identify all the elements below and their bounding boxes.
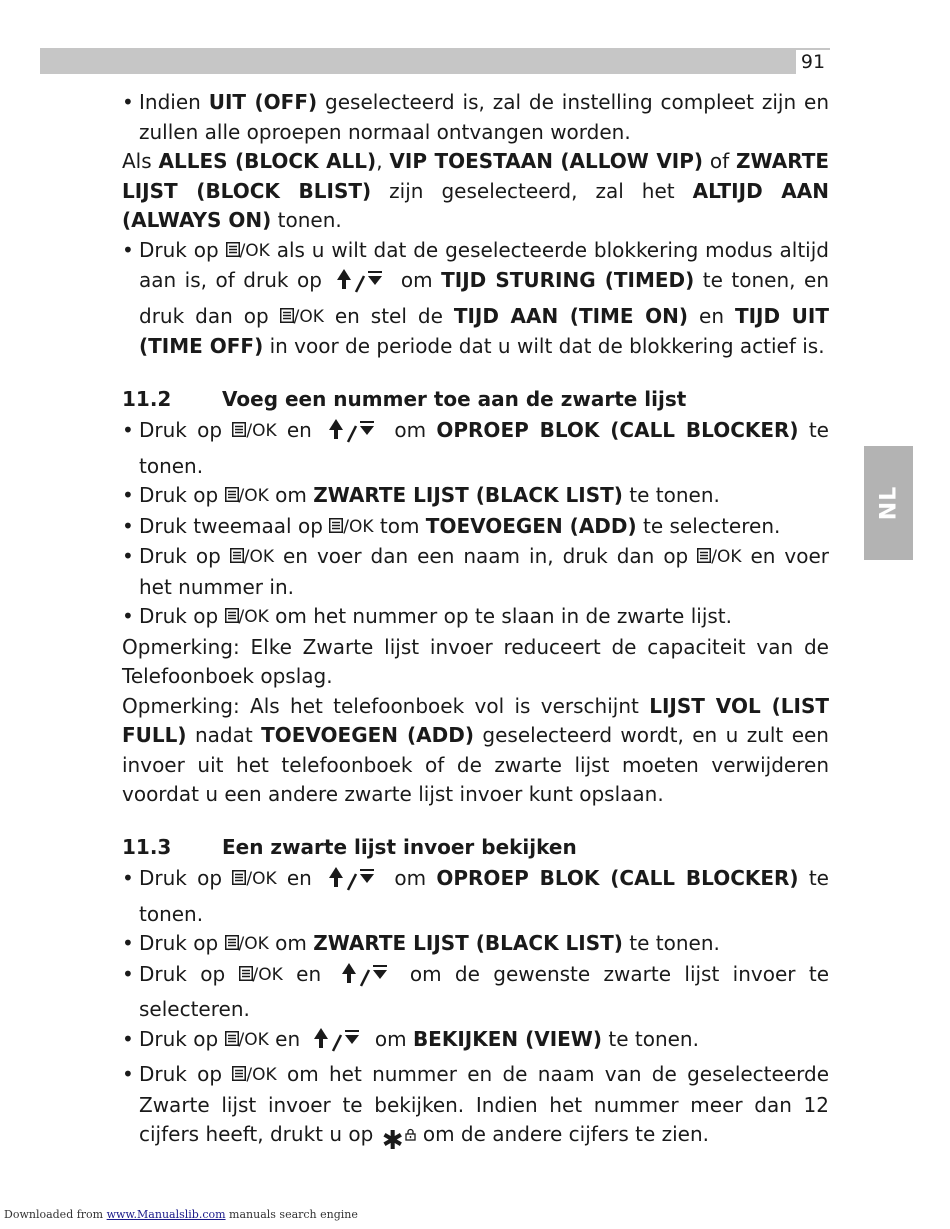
language-tab-label: NL: [876, 485, 901, 521]
menu-ok-button-icon: /OK: [232, 1061, 276, 1091]
menu-ok-button-icon: /OK: [226, 237, 270, 267]
menu-ok-button-icon: /OK: [239, 961, 283, 991]
menu-ok-button-icon: /OK: [225, 603, 269, 633]
list-item: • Druk op /OK om het nummer op te slaan in de zwarte lijst.: [122, 602, 829, 633]
star-key-icon: ✱: [381, 1126, 404, 1156]
menu-ok-button-icon: /OK: [225, 930, 269, 960]
up-down-navigation-icon: [339, 961, 393, 996]
note: Opmerking: Elke Zwarte lijst invoer reduceert de capaciteit van de Telefoonboek opslag.: [122, 634, 829, 688]
list-item: • Druk op /OK en om OPROEP BLOK (CALL BLOCKER) te tonen.: [122, 416, 829, 481]
menu-ok-button-icon: /OK: [232, 865, 276, 895]
note: Opmerking: Als het telefoonboek vol is verschijnt LIJST VOL (LIST FULL) nadat TOEVOEGEN (ADD) geselecteerd wordt, en u zult een invoer uit het telefoonboek of de zwarte lijst moeten verwijderen voordat u een andere zwarte lijst invoer kunt opslaan.: [122, 693, 829, 806]
footer: Downloaded from www.Manualslib.com manuals search engine: [4, 1208, 358, 1221]
menu-ok-button-icon: /OK: [225, 1026, 269, 1056]
menu-ok-button-icon: /OK: [329, 513, 373, 543]
list-item: • Indien UIT (OFF) geselecteerd is, zal de instelling compleet zijn en zullen alle oproepen normaal ontvangen worden.: [122, 88, 829, 147]
list-item: • Druk op /OK en om de gewenste zwarte lijst invoer te selecteren.: [122, 960, 829, 1025]
menu-ok-button-icon: /OK: [225, 482, 269, 512]
list-item: • Druk op /OK en voer dan een naam in, druk dan op /OK en voer het nummer in.: [122, 542, 829, 602]
page-content: [122, 88, 829, 1157]
list-item: • Druk op /OK en om OPROEP BLOK (CALL BLOCKER) te tonen.: [122, 864, 829, 929]
list-item: • Druk op /OK om het nummer en de naam van de geselecteerde Zwarte lijst invoer te bekijken. Indien het nummer meer dan 12 cijfers heeft, drukt u op ✱ om de andere cijfers te zien.: [122, 1060, 829, 1157]
page-number: 91: [796, 50, 830, 74]
up-down-navigation-icon: [334, 267, 388, 302]
menu-ok-button-icon: /OK: [232, 417, 276, 447]
section-heading: 11.3 Een zwarte lijst invoer bekijken: [122, 834, 577, 859]
list-item: • Druk op /OK om ZWARTE LIJST (BLACK LIST) te tonen.: [122, 481, 829, 512]
up-down-navigation-icon: [326, 417, 380, 452]
up-down-navigation-icon: [326, 865, 380, 900]
list-item: • Druk op /OK om ZWARTE LIJST (BLACK LIST) te tonen.: [122, 929, 829, 960]
list-item: • Druk tweemaal op /OK tom TOEVOEGEN (ADD) te selecteren.: [122, 512, 829, 543]
manualslib-link[interactable]: www.Manualslib.com: [106, 1208, 226, 1221]
list-item: • Druk op /OK als u wilt dat de geselecteerde blokkering modus altijd aan is, of druk op om TIJD STURING (TIMED) te tonen, en druk dan op /OK en stel de TIJD AAN (TIME ON) en TIJD UIT (TIME OFF) in voor de periode dat u wilt dat de blokkering actief is.: [122, 236, 829, 362]
paragraph: Als ALLES (BLOCK ALL), VIP TOESTAAN (ALLOW VIP) of ZWARTE LIJST (BLOCK BLIST) zijn geselecteerd, zal het ALTIJD AAN (ALWAYS ON) tonen.: [122, 149, 829, 232]
up-down-navigation-icon: [311, 1026, 365, 1061]
language-tab: [864, 446, 913, 560]
header-bar: [40, 48, 830, 74]
lock-icon: [405, 1120, 416, 1150]
section-heading: 11.2 Voeg een nummer toe aan de zwarte lijst: [122, 386, 687, 411]
menu-ok-button-icon: /OK: [697, 543, 741, 573]
list-item: • Druk op /OK en om BEKIJKEN (VIEW) te tonen.: [122, 1025, 829, 1061]
menu-ok-button-icon: /OK: [280, 303, 324, 333]
menu-ok-button-icon: /OK: [230, 543, 274, 573]
